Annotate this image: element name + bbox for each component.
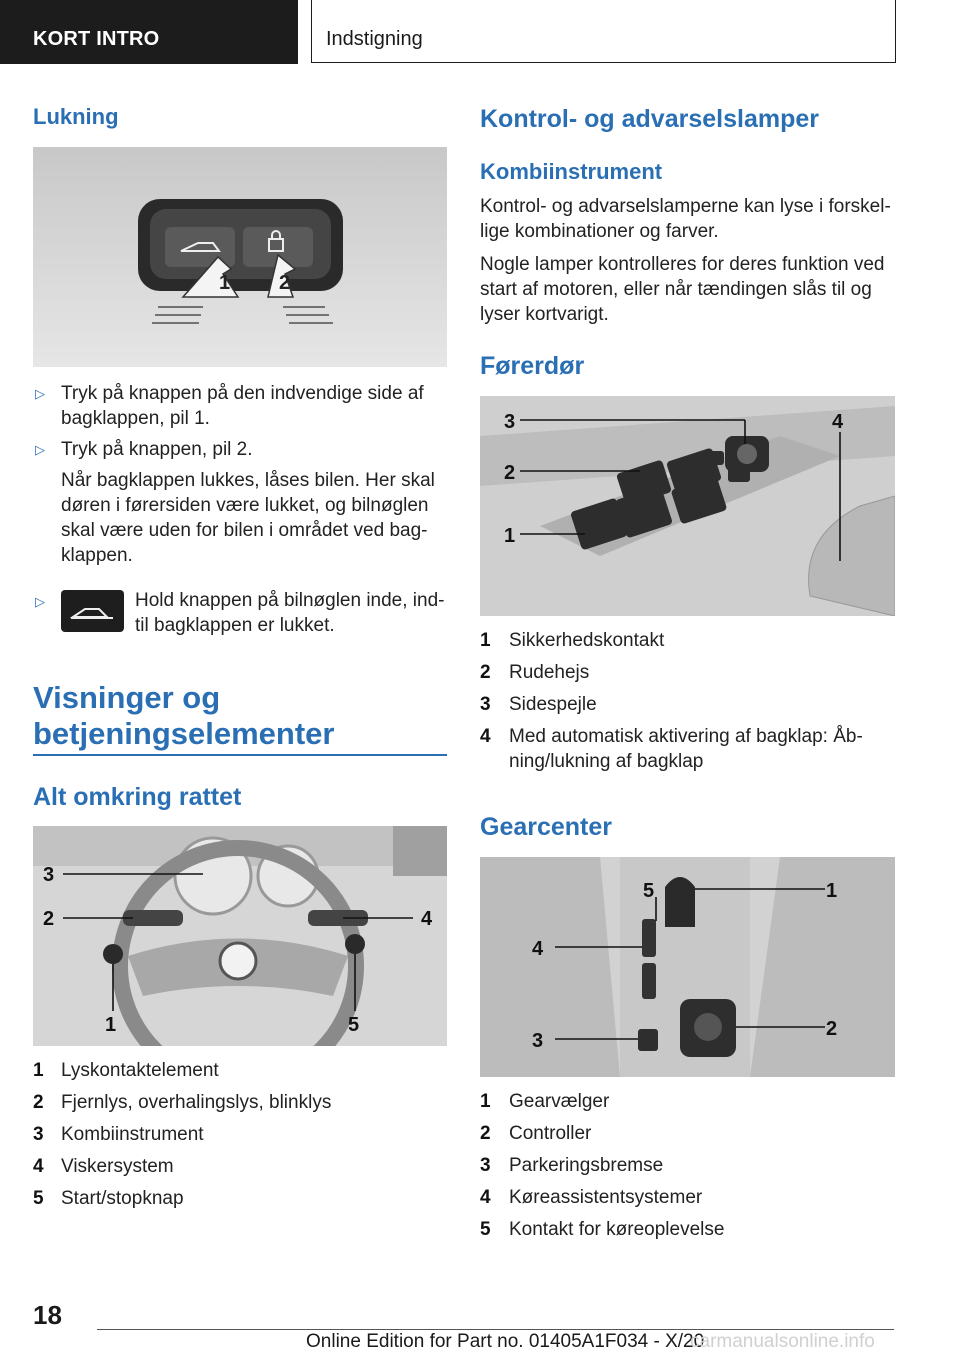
- list-item: Rudehejs: [509, 662, 590, 683]
- list-number: 1: [33, 1060, 44, 1081]
- door-callout: 4: [832, 411, 844, 433]
- wheel-callout: 3: [43, 864, 55, 886]
- kombi-paragraph-2: Nogle lamper kontrolleres for deres funktion ved start af motoren, eller når tændingen slås til og lyser kortvarigt.: [480, 254, 885, 325]
- step-text: Tryk på knappen, pil 2.: [61, 439, 253, 460]
- visninger-heading-line1: Visninger og: [33, 680, 221, 715]
- step-note: Når bagklappen lukkes, låses bilen. Her skal døren i førersiden være lukket, og bilnøglen skal være uden for bilen i området ved bag-klappen.: [61, 470, 435, 566]
- gear-callout: 2: [826, 1018, 838, 1040]
- list-item: Kombiinstrument: [61, 1124, 204, 1145]
- door-callout: 2: [504, 462, 516, 484]
- watermark: carmanualsonline.info: [690, 1331, 875, 1352]
- bullet-triangle-icon: ▷: [35, 386, 45, 401]
- list-item: Viskersystem: [61, 1156, 174, 1177]
- page-number: 18: [33, 1300, 62, 1330]
- wheel-callout: 2: [43, 908, 55, 930]
- step-text: Tryk på knappen på den indvendige side af bagklappen, pil 1.: [61, 383, 424, 429]
- list-number: 5: [480, 1219, 491, 1240]
- heading-rule: [33, 754, 447, 756]
- tailgate-buttons-image: [33, 147, 447, 367]
- header-chapter-tab: [311, 0, 896, 63]
- list-number: 2: [480, 1123, 491, 1144]
- list-number: 4: [480, 1187, 491, 1208]
- header-section-tab: [0, 0, 298, 64]
- list-number: 2: [33, 1092, 44, 1113]
- gear-center-image: [480, 857, 895, 1077]
- list-item: Parkeringsbremse: [509, 1155, 664, 1176]
- bullet-triangle-icon: ▷: [35, 594, 45, 609]
- list-item: Kontakt for køreoplevelse: [509, 1219, 725, 1240]
- gearcenter-heading: Gearcenter: [480, 813, 613, 841]
- steering-wheel-image: [33, 826, 447, 1046]
- list-item: Med automatisk aktivering af bagklap: Åb-ning/lukning af bagklap: [509, 726, 863, 772]
- header-section-label: KORT INTRO: [33, 28, 160, 50]
- lukning-heading: Lukning: [33, 104, 119, 129]
- bullet-triangle-icon: ▷: [35, 442, 45, 457]
- door-callout: 1: [504, 525, 516, 547]
- visninger-heading: [33, 680, 447, 752]
- svg-text:2: 2: [279, 272, 291, 294]
- kombiinstrument-heading: Kombiinstrument: [480, 159, 663, 184]
- kombi-paragraph-1: Kontrol- og advarselslamperne kan lyse i forskel-lige kombinationer og farver.: [480, 196, 891, 242]
- gear-callout: 1: [826, 880, 838, 902]
- list-number: 1: [480, 630, 491, 651]
- forerdor-heading: Førerdør: [480, 352, 585, 380]
- header-chapter-label: Indstigning: [326, 28, 423, 50]
- car-key-tailgate-icon: [61, 590, 124, 632]
- list-item: Lyskontaktelement: [61, 1060, 219, 1081]
- footer-rule: [97, 1329, 894, 1330]
- list-item: Fjernlys, overhalingslys, blinklys: [61, 1092, 332, 1113]
- gear-callout: 4: [532, 938, 544, 960]
- list-number: 1: [480, 1091, 491, 1112]
- footer-edition: Online Edition for Part no. 01405A1F034 - X/20: [306, 1331, 705, 1352]
- list-number: 2: [480, 662, 491, 683]
- list-item: Køreassistentsystemer: [509, 1187, 703, 1208]
- list-item: Gearvælger: [509, 1091, 610, 1112]
- wheel-callout: 1: [105, 1014, 117, 1036]
- gear-callout: 5: [643, 880, 655, 902]
- visninger-heading-line2: betjeningselementer: [33, 716, 335, 751]
- driver-door-image: [480, 396, 895, 616]
- svg-text:1: 1: [219, 272, 231, 294]
- list-number: 5: [33, 1188, 44, 1209]
- kontrol-heading: Kontrol- og advarselslamper: [480, 105, 819, 133]
- step-text: Hold knappen på bilnøglen inde, ind-til bagklappen er lukket.: [135, 590, 445, 636]
- wheel-callout: 5: [348, 1014, 360, 1036]
- alt-omkring-rattet-heading: Alt omkring rattet: [33, 783, 242, 811]
- list-number: 4: [33, 1156, 44, 1177]
- list-number: 3: [480, 1155, 491, 1176]
- wheel-callout: 4: [421, 908, 433, 930]
- list-number: 3: [33, 1124, 44, 1145]
- list-number: 3: [480, 694, 491, 715]
- list-item: Sikkerhedskontakt: [509, 630, 665, 651]
- list-item: Controller: [509, 1123, 592, 1144]
- door-callout: 3: [504, 411, 516, 433]
- list-number: 4: [480, 726, 491, 747]
- list-item: Start/stopknap: [61, 1188, 184, 1209]
- list-item: Sidespejle: [509, 694, 597, 715]
- gear-callout: 3: [532, 1030, 544, 1052]
